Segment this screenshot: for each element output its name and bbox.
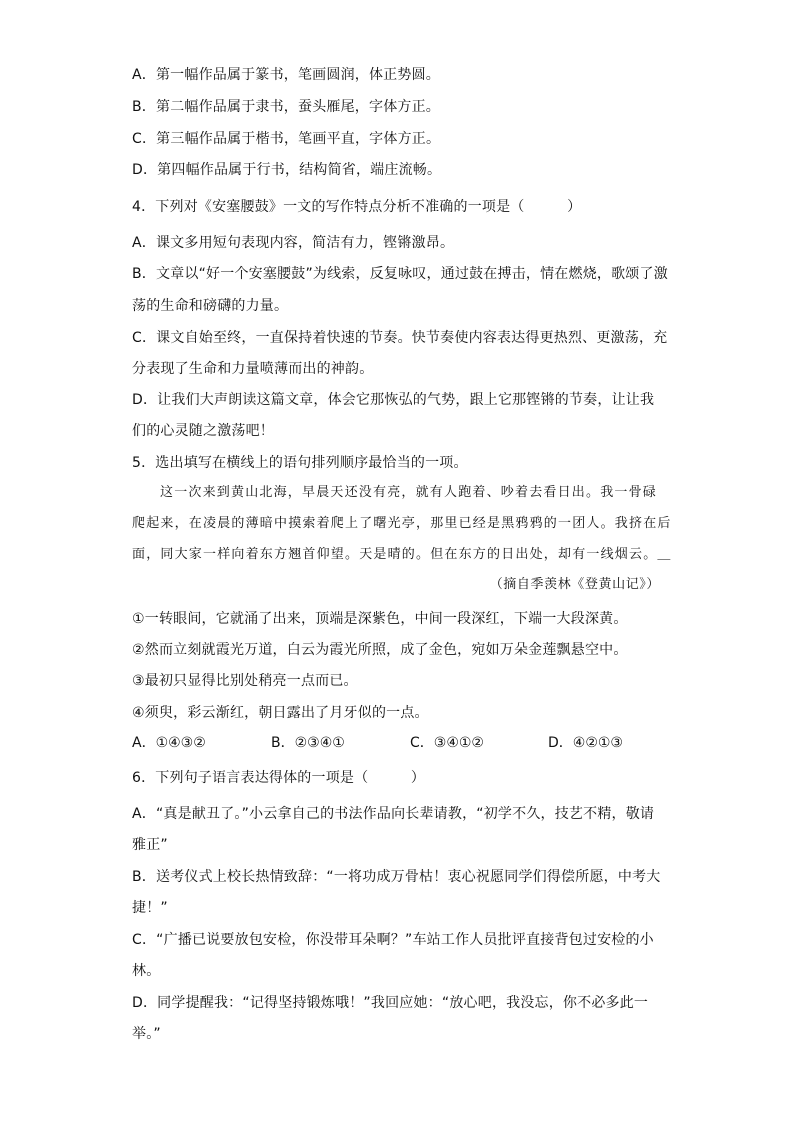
q4-stem: 4．下列对《安塞腰鼓》一文的写作特点分析不准确的一项是（ ） [132, 199, 582, 215]
q4-option-d-line2: 们的心灵随之激荡吧！ [132, 423, 274, 439]
q5-sentence-3: ③最初只显得比别处稍亮一点而已。 [132, 673, 358, 689]
q5-stem: 5．选出填写在横线上的语句排列顺序最恰当的一项。 [132, 455, 468, 471]
q6-option-c-line1: C．“广播已说要放包安检，你没带耳朵啊？”车站工作人员批评直接背包过安检的小 [132, 932, 654, 948]
q5-passage-source: （摘自季羡林《登黄山记》） [489, 577, 660, 592]
q5-sentence-4: ④须臾，彩云渐红，朝日露出了月牙似的一点。 [132, 705, 429, 721]
q3-option-b: B．第二幅作品属于隶书，蚕头雁尾，字体方正。 [132, 99, 441, 115]
q6-option-b-line2: 捷！” [132, 900, 168, 916]
q3-option-c: C．第三幅作品属于楷书，笔画平直，字体方正。 [132, 131, 441, 147]
q4-option-b-line1: B．文章以“好一个安塞腰鼓”为线索，反复咏叹，通过鼓在搏击，情在燃烧，歌颂了激 [132, 266, 668, 282]
q5-option-a: A．①④③② [132, 735, 206, 751]
q6-stem: 6．下列句子语言表达得体的一项是（ ） [132, 770, 426, 786]
q5-sentence-2: ②然而立刻就霞光万道，白云为霞光所照，成了金色，宛如万朵金莲飘悬空中。 [132, 642, 628, 658]
q5-passage-line1: 这一次来到黄山北海，早晨天还没有亮，就有人跑着、吵着去看日出。我一骨碌 [160, 485, 658, 500]
q5-passage-line3: 面，同大家一样向着东方翘首仰望。天是晴的。但在东方的日出处，却有一线烟云。＿ [132, 547, 672, 562]
q6-option-d-line2: 举。” [132, 1026, 161, 1042]
q6-option-a-line1: A．“真是献丑了。”小云拿自己的书法作品向长辈请教，“初学不久，技艺不精，敬请 [132, 806, 655, 822]
q6-option-b-line1: B．送考仪式上校长热情致辞：“一将功成万骨枯！衷心祝愿同学们得偿所愿，中考大 [132, 869, 661, 885]
q6-option-d-line1: D．同学提醒我：“记得坚持锻炼哦！”我回应她：“放心吧，我没忘，你不必多此一 [132, 995, 649, 1011]
q5-passage-line2: 爬起来，在凌晨的薄暗中摸索着爬上了曙光亭，那里已经是黑鸦鸦的一团人。我挤在后 [132, 516, 672, 531]
q4-option-c-line2: 分表现了生命和力量喷薄而出的神韵。 [132, 361, 374, 377]
q4-option-b-line2: 荡的生命和磅礴的力量。 [132, 298, 289, 314]
q3-option-d: D．第四幅作品属于行书，结构简省，端庄流畅。 [132, 162, 442, 178]
q5-option-d: D．④②①③ [548, 735, 623, 751]
q6-option-c-line2: 林。 [132, 963, 161, 979]
q5-option-b: B．②③④① [271, 735, 345, 751]
q4-option-d-line1: D．让我们大声朗读这篇文章，体会它那恢弘的气势，跟上它那铿锵的节奏，让让我 [132, 392, 655, 408]
q6-option-a-line2: 雅正” [132, 837, 168, 853]
q4-option-c-line1: C．课文自始至终，一直保持着快速的节奏。快节奏使内容表达得更热烈、更激荡，充 [132, 330, 668, 346]
q3-option-a: A．第一幅作品属于篆书，笔画圆润，体正势圆。 [132, 67, 440, 83]
q5-sentence-1: ①一转眼间，它就涌了出来，顶端是深紫色，中间一段深红，下端一大段深黄。 [132, 611, 628, 627]
q5-option-c: C．③④①② [410, 735, 484, 751]
q4-option-a: A．课文多用短句表现内容，简洁有力，铿锵激昂。 [132, 235, 455, 251]
